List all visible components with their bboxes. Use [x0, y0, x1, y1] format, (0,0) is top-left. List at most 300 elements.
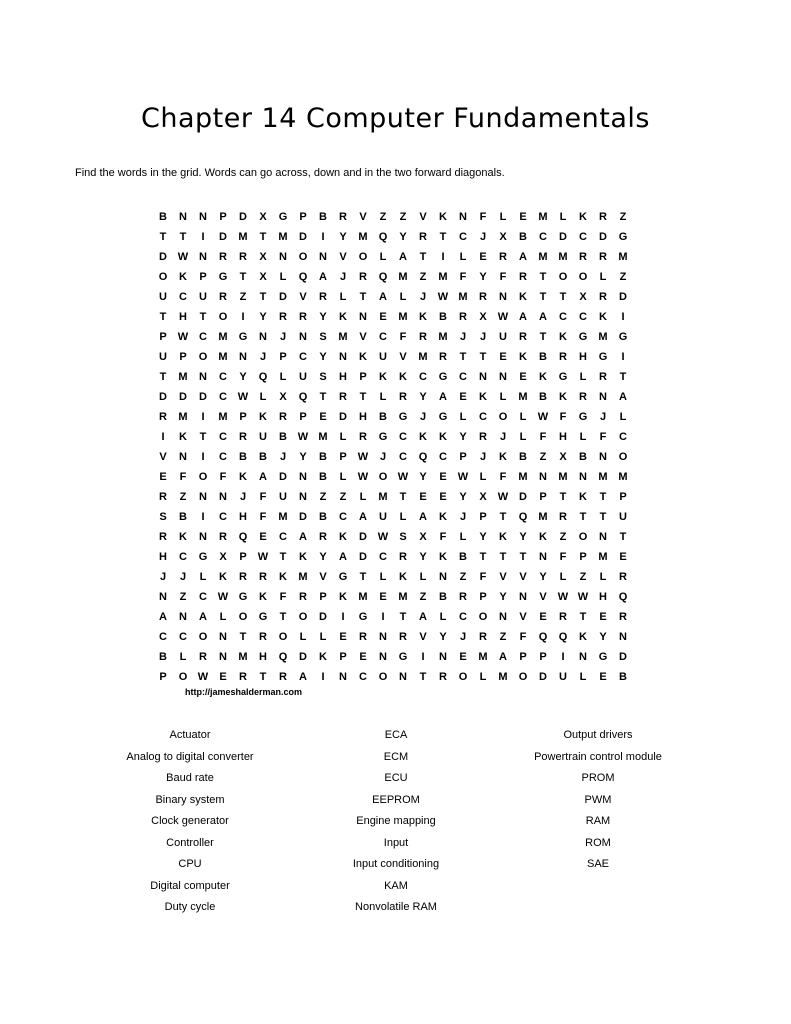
grid-letter: Z	[339, 491, 347, 503]
grid-letter: V	[359, 211, 367, 223]
grid-letter: O	[198, 351, 208, 363]
grid-letter: Y	[459, 431, 467, 443]
grid-letter: Y	[299, 451, 307, 463]
grid-letter: D	[299, 511, 307, 523]
grid-letter: D	[599, 231, 607, 243]
grid-letter: C	[199, 591, 207, 603]
grid-letter: D	[299, 651, 307, 663]
grid-letter: H	[599, 591, 607, 603]
grid-letter: W	[457, 471, 469, 483]
grid-letter: K	[299, 551, 307, 563]
grid-letter: T	[439, 231, 447, 243]
grid-row	[153, 487, 633, 507]
grid-letter: P	[459, 451, 467, 463]
grid-letter: M	[598, 551, 608, 563]
grid-letter: R	[159, 491, 167, 503]
grid-letter: A	[519, 251, 527, 263]
grid-row	[153, 627, 633, 647]
grid-letter: T	[579, 611, 587, 623]
grid-letter: V	[399, 351, 407, 363]
grid-letter: K	[259, 411, 267, 423]
grid-letter: G	[398, 651, 408, 663]
grid-letter: E	[439, 471, 447, 483]
grid-letter: N	[219, 651, 227, 663]
grid-letter: T	[419, 671, 427, 683]
grid-row	[153, 207, 633, 227]
grid-letter: Y	[459, 491, 467, 503]
grid-letter: H	[339, 371, 347, 383]
grid-letter: M	[598, 331, 608, 343]
grid-letter: R	[559, 511, 567, 523]
grid-letter: Y	[439, 631, 447, 643]
grid-letter: P	[519, 651, 527, 663]
grid-letter: G	[438, 371, 448, 383]
grid-row	[153, 547, 633, 567]
grid-letter: M	[498, 671, 508, 683]
grid-letter: T	[159, 371, 167, 383]
grid-letter: N	[219, 631, 227, 643]
grid-letter: O	[298, 611, 308, 623]
grid-letter: R	[399, 631, 407, 643]
grid-letter: W	[537, 411, 549, 423]
grid-letter: O	[178, 671, 188, 683]
grid-letter: Z	[559, 531, 567, 543]
grid-letter: C	[299, 351, 307, 363]
grid-letter: Z	[399, 211, 407, 223]
grid-letter: N	[459, 211, 467, 223]
grid-letter: W	[297, 431, 309, 443]
grid-letter: R	[219, 291, 227, 303]
grid-letter: M	[418, 351, 428, 363]
grid-letter: L	[479, 471, 487, 483]
grid-letter: M	[398, 271, 408, 283]
grid-letter: K	[399, 571, 407, 583]
grid-letter: K	[559, 331, 567, 343]
grid-letter: E	[519, 211, 527, 223]
grid-letter: R	[559, 351, 567, 363]
grid-letter: P	[299, 411, 307, 423]
grid-letter: O	[478, 611, 488, 623]
grid-letter: R	[599, 371, 607, 383]
grid-letter: P	[539, 651, 547, 663]
grid-letter: T	[259, 291, 267, 303]
grid-letter: R	[479, 631, 487, 643]
grid-letter: M	[398, 591, 408, 603]
grid-letter: B	[579, 451, 587, 463]
grid-letter: T	[179, 231, 187, 243]
grid-letter: W	[397, 471, 409, 483]
grid-letter: N	[439, 651, 447, 663]
grid-letter: J	[239, 491, 247, 503]
grid-letter: C	[439, 451, 447, 463]
grid-letter: T	[499, 511, 507, 523]
page-title: Chapter 14 Computer Fundamentals	[141, 103, 650, 134]
grid-letter: G	[438, 411, 448, 423]
grid-row	[153, 507, 633, 527]
grid-letter: G	[618, 231, 628, 243]
grid-letter: G	[278, 211, 288, 223]
grid-letter: Z	[179, 591, 187, 603]
grid-letter: C	[179, 631, 187, 643]
grid-letter: Y	[339, 231, 347, 243]
grid-letter: F	[559, 551, 567, 563]
grid-row	[153, 307, 633, 327]
grid-letter: T	[199, 311, 207, 323]
grid-letter: T	[279, 551, 287, 563]
grid-letter: O	[198, 631, 208, 643]
grid-letter: D	[199, 391, 207, 403]
grid-letter: O	[558, 271, 568, 283]
grid-letter: N	[179, 211, 187, 223]
grid-letter: N	[339, 671, 347, 683]
grid-letter: U	[199, 291, 207, 303]
grid-letter: Y	[259, 311, 267, 323]
grid-letter: W	[357, 471, 369, 483]
grid-letter: W	[177, 331, 189, 343]
grid-letter: L	[339, 291, 347, 303]
grid-letter: G	[218, 271, 228, 283]
grid-letter: M	[218, 411, 228, 423]
grid-letter: D	[219, 231, 227, 243]
grid-letter: Y	[499, 591, 507, 603]
grid-letter: R	[579, 251, 587, 263]
grid-letter: D	[519, 491, 527, 503]
grid-letter: J	[339, 271, 347, 283]
grid-letter: E	[439, 491, 447, 503]
grid-letter: R	[599, 291, 607, 303]
grid-letter: R	[599, 251, 607, 263]
grid-letter: M	[318, 431, 328, 443]
grid-letter: E	[479, 251, 487, 263]
grid-letter: K	[179, 431, 187, 443]
grid-letter: M	[458, 291, 468, 303]
grid-letter: B	[319, 451, 327, 463]
grid-letter: B	[159, 211, 167, 223]
grid-letter: N	[299, 471, 307, 483]
grid-letter: P	[319, 591, 327, 603]
grid-letter: K	[579, 211, 587, 223]
grid-letter: L	[579, 371, 587, 383]
grid-letter: O	[578, 531, 588, 543]
grid-letter: D	[359, 531, 367, 543]
word-list-item: ECU	[384, 772, 408, 784]
grid-letter: N	[499, 611, 507, 623]
grid-letter: V	[319, 571, 327, 583]
grid-letter: J	[479, 331, 487, 343]
word-list-column-3	[498, 725, 698, 876]
grid-letter: C	[619, 431, 627, 443]
grid-letter: P	[219, 211, 227, 223]
grid-row	[153, 247, 633, 267]
grid-letter: Q	[298, 271, 308, 283]
grid-letter: R	[259, 631, 267, 643]
grid-letter: Z	[419, 591, 427, 603]
grid-letter: K	[439, 431, 447, 443]
word-list-item: PROM	[581, 772, 615, 784]
grid-letter: Z	[239, 291, 247, 303]
grid-letter: G	[378, 431, 388, 443]
grid-letter: M	[238, 651, 248, 663]
grid-letter: C	[159, 631, 167, 643]
grid-row	[153, 587, 633, 607]
grid-letter: T	[359, 571, 367, 583]
grid-letter: R	[319, 531, 327, 543]
grid-letter: K	[399, 371, 407, 383]
grid-letter: I	[621, 311, 625, 323]
word-list-item: Output drivers	[563, 729, 633, 741]
grid-letter: Z	[419, 271, 427, 283]
grid-letter: K	[419, 431, 427, 443]
grid-letter: R	[399, 551, 407, 563]
grid-letter: F	[219, 471, 227, 483]
grid-letter: X	[559, 451, 567, 463]
grid-letter: W	[497, 491, 509, 503]
grid-letter: N	[599, 451, 607, 463]
grid-letter: O	[158, 271, 168, 283]
grid-letter: E	[219, 671, 227, 683]
grid-letter: Y	[319, 311, 327, 323]
grid-letter: N	[219, 491, 227, 503]
grid-letter: L	[459, 251, 467, 263]
grid-letter: M	[518, 391, 528, 403]
grid-letter: M	[398, 311, 408, 323]
word-list-item: Analog to digital converter	[126, 750, 254, 763]
grid-letter: R	[439, 671, 447, 683]
grid-letter: X	[259, 251, 267, 263]
grid-letter: X	[279, 391, 287, 403]
grid-letter: B	[459, 551, 467, 563]
grid-letter: D	[159, 391, 167, 403]
grid-letter: I	[201, 411, 205, 423]
grid-letter: F	[599, 431, 607, 443]
grid-letter: T	[579, 511, 587, 523]
grid-letter: U	[279, 491, 287, 503]
grid-row	[153, 667, 633, 687]
grid-letter: Q	[618, 591, 628, 603]
grid-letter: Q	[258, 371, 268, 383]
grid-letter: K	[519, 351, 527, 363]
grid-letter: M	[278, 231, 288, 243]
grid-letter: A	[379, 291, 387, 303]
grid-letter: K	[499, 531, 507, 543]
grid-letter: K	[179, 271, 187, 283]
grid-letter: K	[419, 311, 427, 323]
grid-letter: T	[259, 231, 267, 243]
grid-letter: H	[579, 351, 587, 363]
grid-letter: O	[198, 471, 208, 483]
grid-letter: E	[379, 591, 387, 603]
grid-letter: N	[179, 451, 187, 463]
grid-letter: R	[459, 591, 467, 603]
grid-letter: S	[399, 531, 407, 543]
grid-letter: A	[419, 611, 427, 623]
grid-letter: W	[437, 291, 449, 303]
grid-letter: Q	[278, 651, 288, 663]
grid-letter: I	[341, 611, 345, 623]
grid-letter: A	[539, 311, 547, 323]
grid-letter: A	[439, 391, 447, 403]
grid-letter: T	[499, 551, 507, 563]
grid-letter: O	[498, 411, 508, 423]
grid-letter: E	[599, 671, 607, 683]
grid-row	[153, 467, 633, 487]
grid-letter: O	[378, 671, 388, 683]
grid-letter: K	[579, 631, 587, 643]
grid-letter: N	[199, 251, 207, 263]
grid-letter: C	[419, 371, 427, 383]
grid-letter: V	[419, 211, 427, 223]
grid-letter: N	[599, 531, 607, 543]
grid-letter: E	[599, 611, 607, 623]
grid-letter: T	[359, 391, 367, 403]
instructions-text: Find the words in the grid. Words can go across, down and in the two forward diagonals.	[75, 167, 505, 179]
grid-letter: V	[419, 631, 427, 643]
grid-letter: W	[217, 591, 229, 603]
grid-letter: B	[279, 431, 287, 443]
grid-letter: W	[177, 251, 189, 263]
grid-letter: U	[379, 351, 387, 363]
source-url-link[interactable]: http://jameshalderman.com	[185, 687, 303, 697]
grid-letter: G	[598, 351, 608, 363]
grid-letter: H	[259, 651, 267, 663]
grid-letter: S	[319, 371, 327, 383]
grid-letter: A	[619, 391, 627, 403]
grid-letter: K	[359, 351, 367, 363]
grid-letter: X	[499, 231, 507, 243]
word-list-item: Duty cycle	[164, 901, 216, 913]
grid-letter: E	[539, 611, 547, 623]
grid-letter: Z	[459, 571, 467, 583]
grid-letter: N	[439, 571, 447, 583]
grid-letter: L	[359, 491, 367, 503]
grid-letter: L	[379, 391, 387, 403]
word-list-column-2	[306, 725, 486, 919]
grid-letter: P	[199, 271, 207, 283]
grid-letter: R	[459, 311, 467, 323]
grid-letter: T	[399, 491, 407, 503]
grid-letter: O	[518, 671, 528, 683]
grid-letter: K	[559, 391, 567, 403]
grid-row	[153, 287, 633, 307]
grid-letter: T	[239, 271, 247, 283]
word-list-item: Engine mapping	[356, 815, 436, 827]
grid-letter: G	[578, 411, 588, 423]
grid-letter: K	[439, 551, 447, 563]
grid-letter: C	[579, 231, 587, 243]
grid-letter: T	[559, 291, 567, 303]
grid-letter: O	[378, 471, 388, 483]
grid-letter: K	[579, 491, 587, 503]
word-list-item: Actuator	[169, 729, 211, 741]
grid-letter: Q	[558, 631, 568, 643]
grid-letter: P	[159, 671, 167, 683]
grid-row	[153, 267, 633, 287]
grid-letter: X	[259, 211, 267, 223]
grid-letter: T	[199, 431, 207, 443]
grid-letter: R	[419, 331, 427, 343]
grid-letter: N	[319, 251, 327, 263]
grid-letter: C	[459, 371, 467, 383]
grid-letter: B	[379, 411, 387, 423]
grid-letter: H	[179, 311, 187, 323]
grid-letter: D	[319, 611, 327, 623]
grid-letter: I	[421, 651, 425, 663]
grid-letter: H	[159, 551, 167, 563]
grid-letter: Q	[378, 271, 388, 283]
grid-letter: R	[359, 271, 367, 283]
grid-letter: F	[479, 211, 487, 223]
grid-letter: P	[359, 371, 367, 383]
grid-row	[153, 387, 633, 407]
grid-letter: A	[339, 551, 347, 563]
grid-letter: M	[478, 651, 488, 663]
grid-letter: U	[559, 671, 567, 683]
grid-row	[153, 367, 633, 387]
grid-letter: A	[299, 671, 307, 683]
grid-letter: V	[539, 591, 547, 603]
word-list-item: Nonvolatile RAM	[355, 901, 437, 913]
grid-letter: T	[519, 551, 527, 563]
grid-letter: U	[499, 331, 507, 343]
grid-letter: N	[579, 651, 587, 663]
grid-letter: T	[539, 291, 547, 303]
word-list-item: ECA	[384, 729, 408, 741]
grid-letter: U	[379, 511, 387, 523]
grid-letter: I	[201, 231, 205, 243]
grid-letter: Q	[538, 631, 548, 643]
grid-letter: L	[179, 651, 187, 663]
grid-letter: L	[559, 211, 567, 223]
grid-letter: K	[219, 571, 227, 583]
grid-letter: E	[359, 651, 367, 663]
grid-letter: R	[359, 631, 367, 643]
grid-letter: U	[159, 291, 167, 303]
grid-letter: T	[619, 371, 627, 383]
grid-letter: O	[358, 251, 368, 263]
grid-letter: C	[279, 531, 287, 543]
grid-letter: A	[499, 651, 507, 663]
grid-letter: K	[539, 531, 547, 543]
grid-letter: R	[559, 611, 567, 623]
grid-letter: A	[199, 611, 207, 623]
grid-letter: R	[439, 351, 447, 363]
grid-letter: Y	[419, 551, 427, 563]
grid-letter: A	[159, 611, 167, 623]
grid-letter: G	[618, 331, 628, 343]
grid-letter: Y	[419, 471, 427, 483]
grid-letter: K	[339, 531, 347, 543]
grid-letter: T	[539, 331, 547, 343]
grid-letter: Q	[298, 391, 308, 403]
grid-letter: F	[279, 591, 287, 603]
grid-letter: E	[519, 371, 527, 383]
grid-letter: W	[357, 451, 369, 463]
grid-letter: Q	[518, 511, 528, 523]
grid-letter: I	[441, 251, 445, 263]
grid-letter: J	[479, 231, 487, 243]
word-list-item: Baud rate	[166, 772, 214, 784]
grid-letter: B	[319, 211, 327, 223]
grid-letter: M	[378, 491, 388, 503]
grid-letter: B	[439, 311, 447, 323]
grid-letter: T	[599, 511, 607, 523]
grid-letter: F	[259, 511, 267, 523]
grid-letter: Y	[399, 231, 407, 243]
grid-letter: L	[339, 471, 347, 483]
grid-letter: N	[199, 491, 207, 503]
grid-letter: L	[379, 571, 387, 583]
grid-letter: F	[259, 491, 267, 503]
